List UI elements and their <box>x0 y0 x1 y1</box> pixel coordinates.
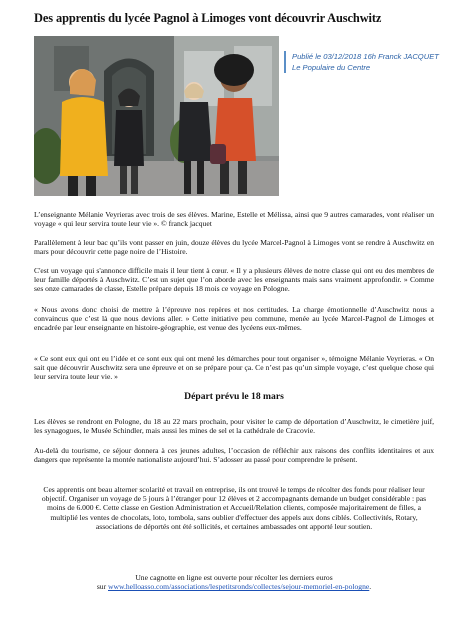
fundraiser-link-line <box>34 582 434 591</box>
link-suffix: . <box>369 582 372 592</box>
paragraph-2: C'est un voyage qui s'annonce difficile mais il leur tient à cœur. « Il y a plusieurs élèves de notre classe qui ont eu des membres de leur famille déportés à Auschwitz. C’est un sujet que l’on aborde avec les enseignants mais sans vraiment approfondir. » Comme ses onze camarades de classe, Estelle prépare depuis 18 mois ce voyage en Pologne. <box>34 266 434 294</box>
paragraph-8 <box>34 573 434 591</box>
paragraph-3: « Nous avons donc choisi de mettre à l’épreuve nos repères et nos certitudes. La charge émotionnelle d’Auschwitz nous a convaincus que c’est là que nous devions aller. » Cette initiative peu commune, menée au lycée Marcel-Pagnol de Limoges et encadrée par leur enseignante en histoire-géographie, est venue des lycéens eux-mêmes. <box>34 305 434 333</box>
publication-info: Publié le 03/12/2018 16h Franck JACQUET Le Populaire du Centre <box>284 51 442 73</box>
fundraiser-link[interactable]: www.helloasso.com/associations/lespetitsronds/collectes/sejour-memoriel-en-pologne <box>108 582 370 592</box>
section-subtitle: Départ prévu le 18 mars <box>184 391 284 402</box>
fundraiser-line: Une cagnotte en ligne est ouverte pour récolter les derniers euros <box>135 573 333 582</box>
paragraph-6: Au-delà du tourisme, ce séjour donnera à ces jeunes adultes, l’occasion de réfléchir aux raisons des conflits identitaires et aux dangers que représente la montée nationaliste aujourd’hui. S’adosser au passé pour comprendre le présent. <box>34 446 434 465</box>
paragraph-1: Parallèlement à leur bac qu’ils vont passer en juin, douze élèves du lycée Marcel-Pagnol à Limoges vont se rendre à Auschwitz en mars pour découvrir cette page noire de l’Histoire. <box>34 238 434 257</box>
photo-caption: L’enseignante Mélanie Veyrieras avec trois de ses élèves. Marine, Estelle et Mélissa, ainsi que 9 autres camarades, vont réaliser un voyage « qui leur servira toute leur vie ». © franck jacquet <box>34 210 434 229</box>
article-photo <box>34 36 279 196</box>
paragraph-7: Ces apprentis ont beau alterner scolarité et travail en entreprise, ils ont trouvé le temps de récolter des fonds pour réaliser leur objectif. Organiser un voyage de 5 jours à l’étranger pour 12 élèves et 2 accompagnants demande un budget considérable : pas moins de 6.000 €. Cette classe en Gestion Administration et Accueil/Relation clients, composée majoritairement de filles, a multiplié les ventes de chocolats, loto, tombola, sans oublier d'effectuer des appels aux dons ciblés. Collectivités, Rotary, associations de déportés ont été sollicités, et certaines ambassades ont apporté leur soutien. <box>41 485 427 531</box>
article-title: Des apprentis du lycée Pagnol à Limoges vont découvrir Auschwitz <box>34 11 382 25</box>
paragraph-4: « Ce sont eux qui ont eu l’idée et ce sont eux qui ont mené les démarches pour tout organiser », témoigne Mélanie Veyrieras. « On sait que découvrir Auschwitz sera une épreuve et on se prépare pour ça. Ce n’est pas qu’un simple voyage, c’est quelque chose qui leur servira toute leur vie. » <box>34 354 434 382</box>
paragraph-5: Les élèves se rendront en Pologne, du 18 au 22 mars prochain, pour visiter le camp de déportation d’Auschwitz, le cimetière juif, les synagogues, le Musée Schindler, mais aussi les mines de sel et la cathédrale de Cracovie. <box>34 417 434 436</box>
photo-students-image <box>34 36 279 196</box>
link-prefix: sur <box>96 582 107 592</box>
